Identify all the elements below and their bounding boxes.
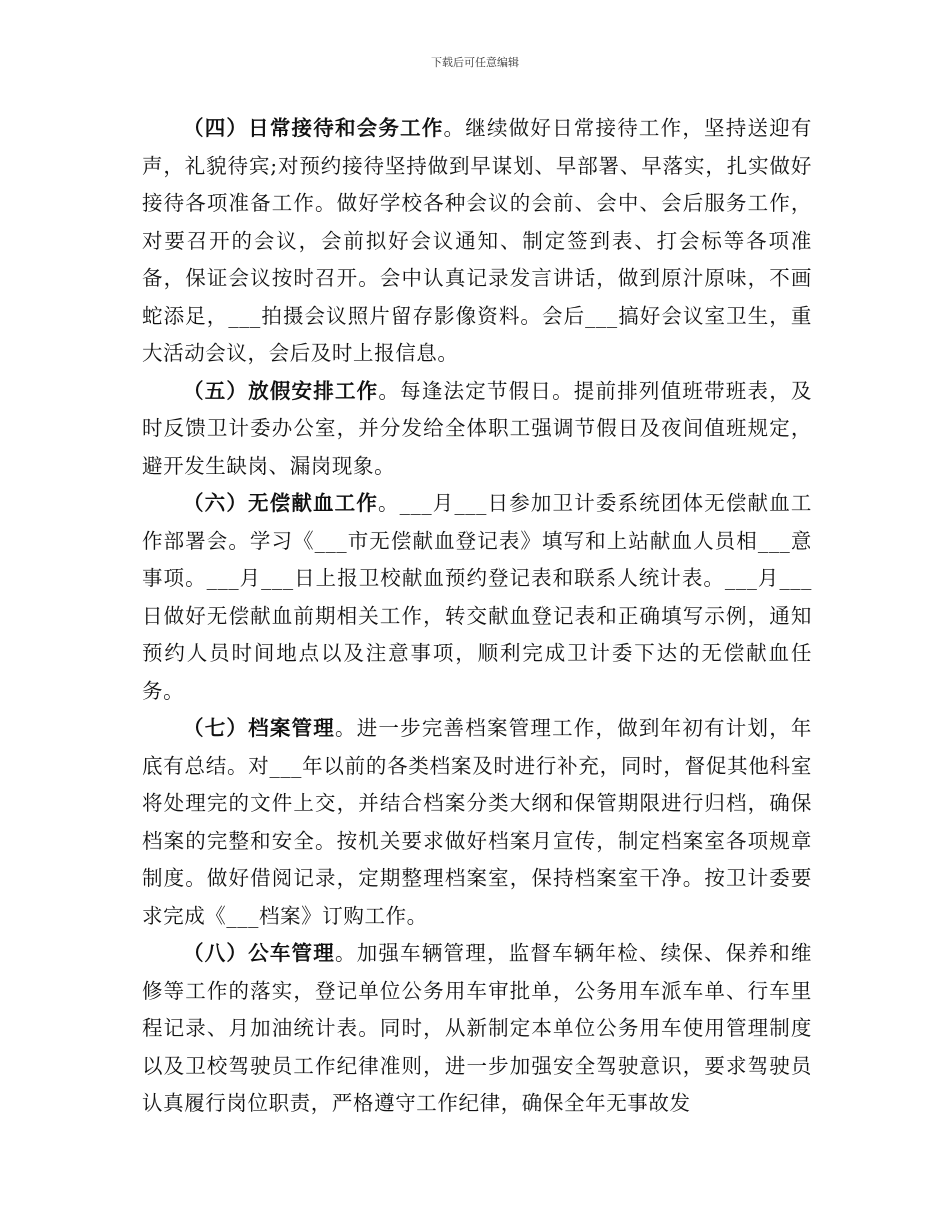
section-heading: （五）放假安排工作 [183,378,379,403]
section-heading: （六）无偿献血工作 [183,491,378,515]
section-body: 。继续做好日常接待工作，坚持送迎有声，礼貌待宾;对预约接待坚持做到早谋划、早部署、早落实，扎实做好接待各项准备工作。做好学校各种会议的会前、会中、会后服务工作，对要召开的会议，会前拟好会议通知、制定签到表、打会标等各项准备，保证会议按时召开。会中认真记录发言讲话，做到原汁原味，不画蛇添足，___拍摄会议照片留存影像资料。会后___搞好会议室卫生，重大活动会议，会后及时上报信息。 [142,116,812,365]
paragraph-archive-management [142,710,812,935]
section-body: 。加强车辆管理，监督车辆年检、续保、保养和维修等工作的落实，登记单位公务用车审批单，公务用车派车单、行车里程记录、月加油统计表。同时，从新制定本单位公务用车使用管理制度以及卫校驾驶员工作纪律准则，进一步加强安全驾驶意识，要求驾驶员认真履行岗位职责，严格遵守工作纪律，确保全年无事故发 [142,941,813,1115]
section-heading: （八）公车管理 [183,941,335,965]
section-body: 。进一步完善档案管理工作，做到年初有计划，年底有总结。对___年以前的各类档案及时进行补充，同时，督促其他科室将处理完的文件上交，并结合档案分类大纲和保管期限进行归档，确保档案的完整和安全。按机关要求做好档案月宣传，制定档案室各项规章制度。做好借阅记录，定期整理档案室，保持档案室干净。按卫计委要求完成《___档案》订购工作。 [142,716,813,928]
paragraph-holiday-arrangement [142,373,812,486]
section-heading: （四）日常接待和会务工作 [183,116,444,140]
paragraph-vehicle-management [142,935,812,1123]
paragraph-reception-meetings [142,110,812,373]
page-header: 下载后可任意编辑 [431,56,519,69]
section-body: 。___月___日参加卫计委系统团体无偿献血工作部署会。学习《___市无偿献血登记表》填写和上站献血人员相___意事项。___月___日上报卫校献血预约登记表和联系人统计表。___月___日做好无偿献血前期相关工作，转交献血登记表和正确填写示例，通知预约人员时间地点以及注意事项，顺利完成卫计委下达的无偿献血任务。 [142,491,812,703]
document-body [142,110,812,1123]
section-body: 。每逢法定节假日。提前排列值班带班表，及时反馈卫计委办公室，并分发给全体职工强调节假日及夜间值班规定，避开发生缺岗、漏岗现象。 [142,378,813,478]
paragraph-blood-donation [142,485,812,710]
section-heading: （七）档案管理 [183,716,335,740]
